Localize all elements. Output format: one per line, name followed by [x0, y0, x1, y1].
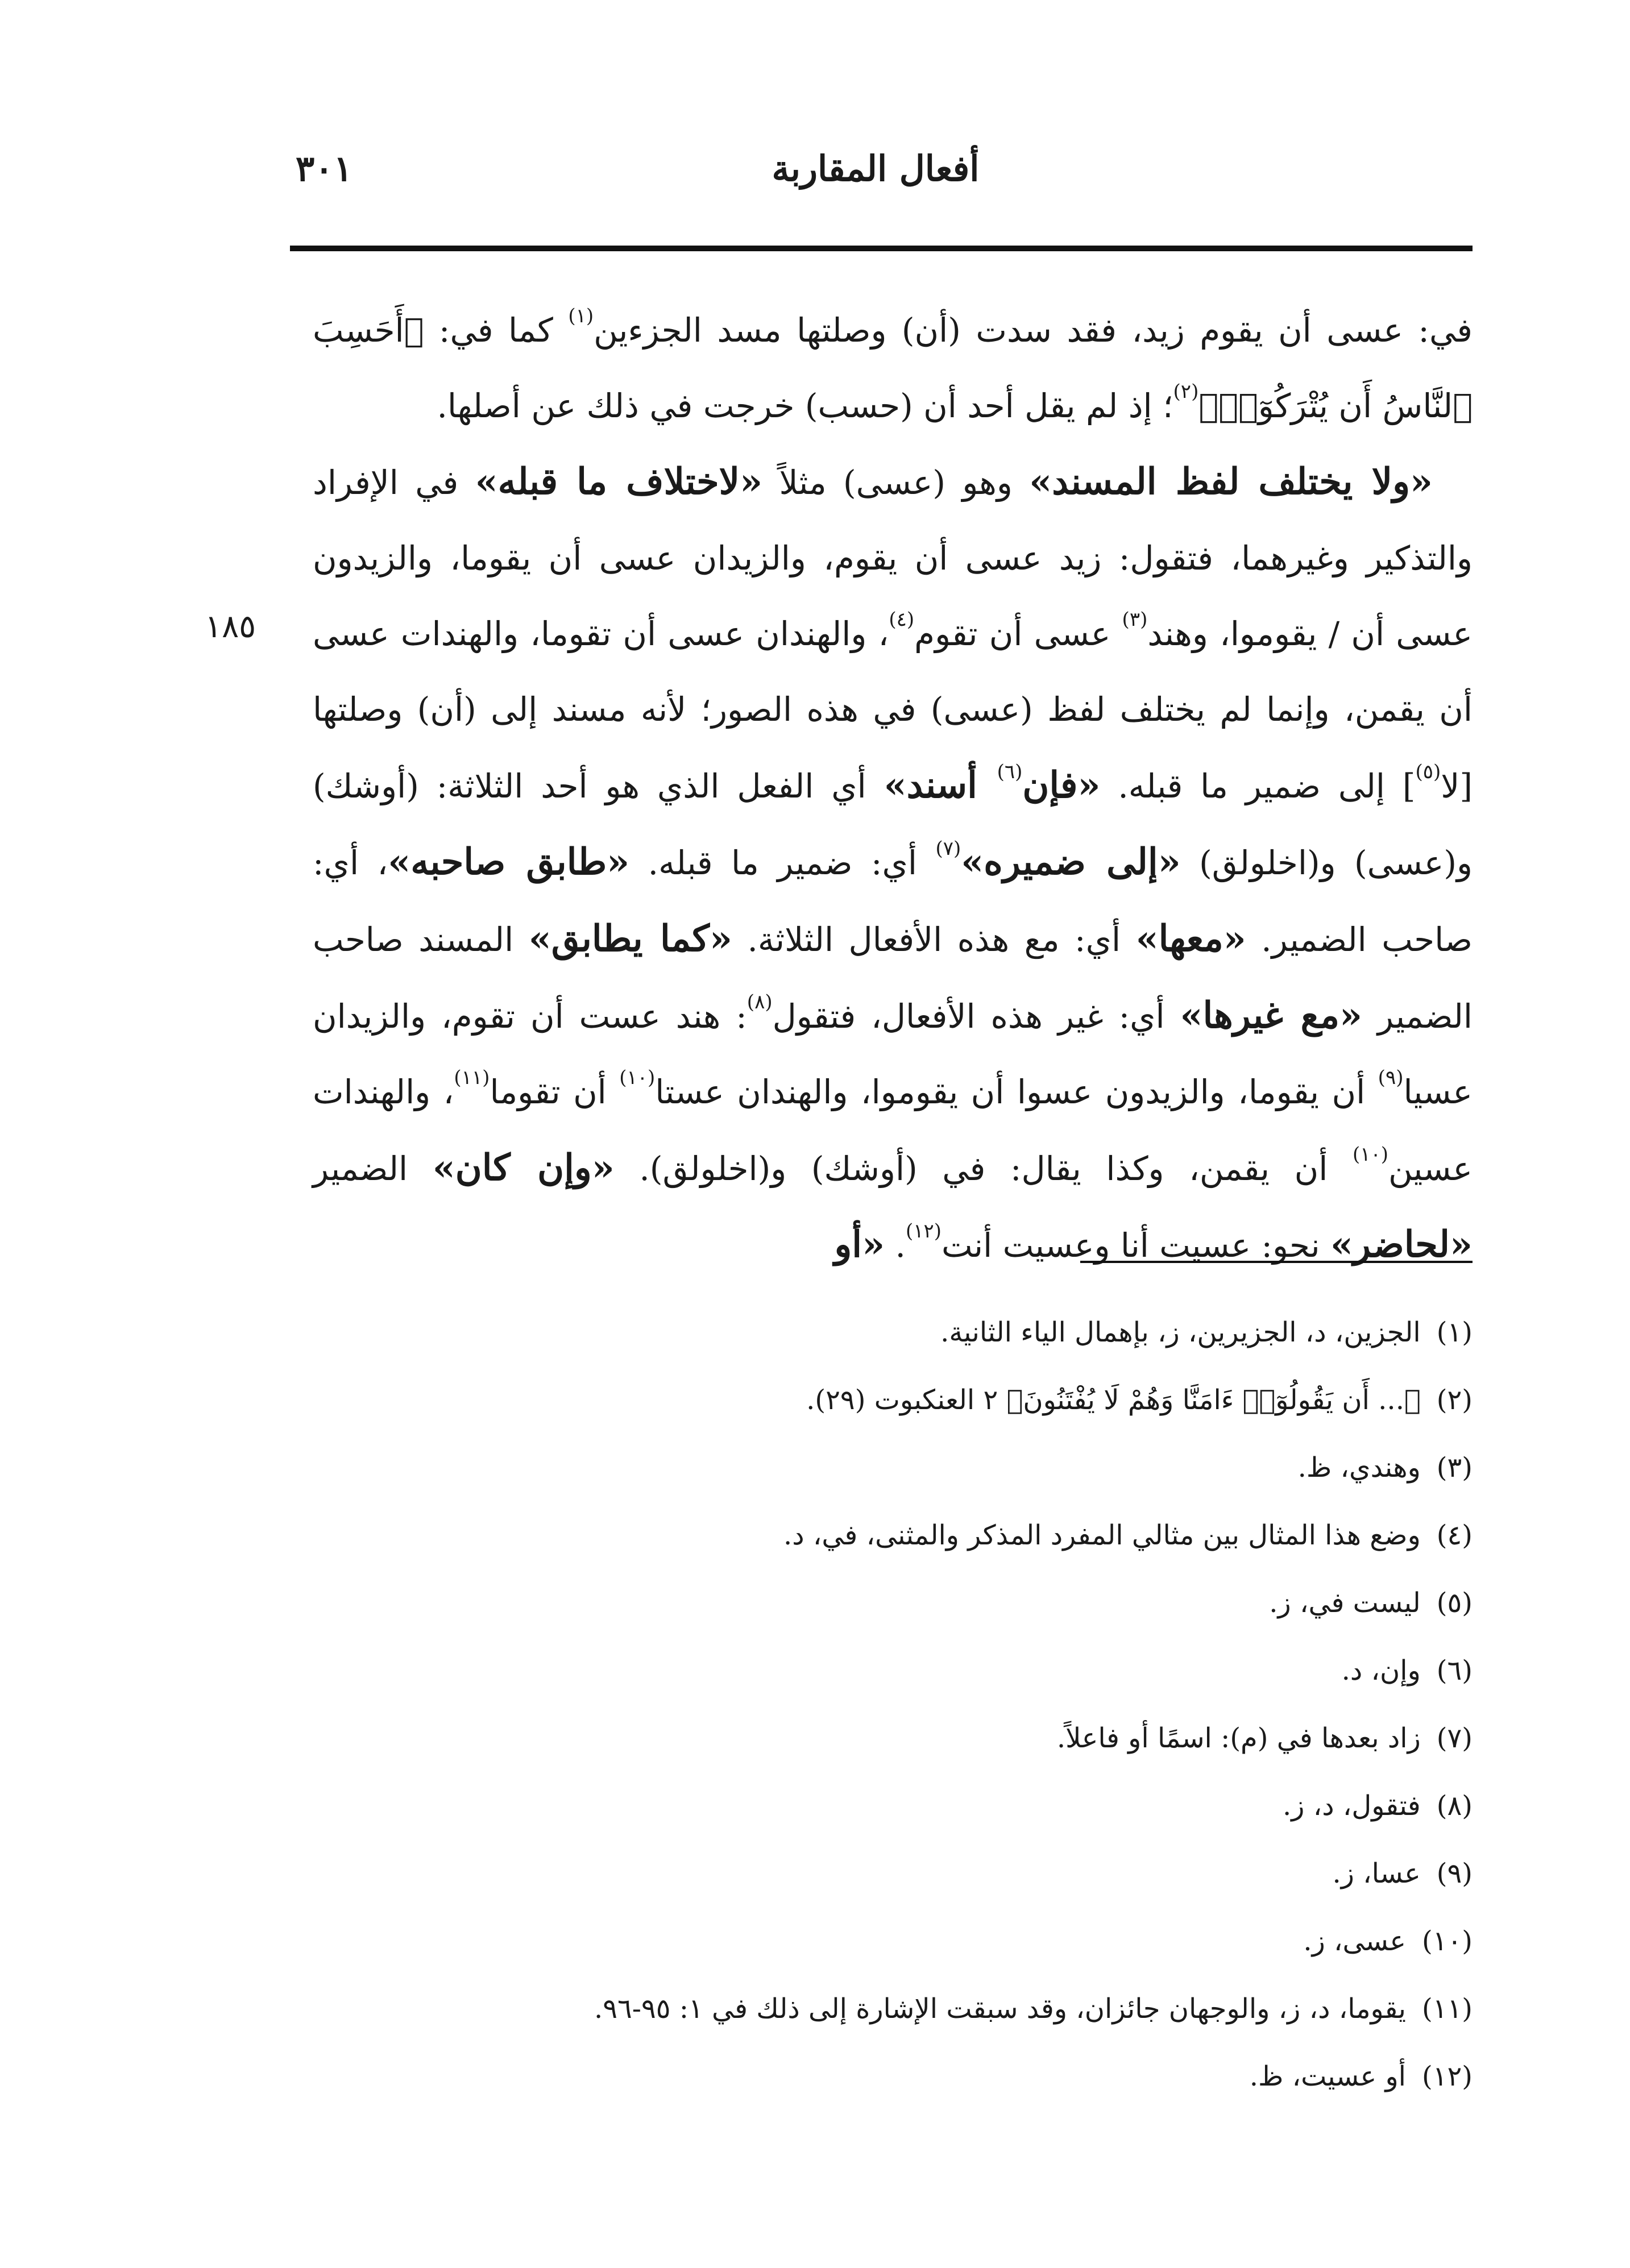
matn-quote: «لاختلاف ما قبله»: [475, 460, 763, 503]
footnote-number: (٨): [1436, 1790, 1473, 1822]
footnote-ref: (٨): [746, 991, 773, 1013]
footnote-number: (٩): [1436, 1858, 1473, 1889]
footnote-text: ليست في، ز.: [1269, 1587, 1421, 1619]
matn-quote: «مع غيرها»: [1180, 994, 1362, 1037]
page-number: ٣٠١: [296, 148, 352, 189]
footnote-ref: (١): [568, 305, 594, 327]
footnote-number: (٥): [1436, 1587, 1473, 1619]
footnote-ref: (٥): [1415, 761, 1441, 783]
footnote-ref: (١٠): [1352, 1143, 1388, 1166]
footnote-number: (١٠): [1421, 1925, 1473, 1957]
matn-quote: «وإن كان»: [432, 1147, 615, 1189]
footnote-number: (١١): [1421, 1993, 1473, 2025]
footnote: [370, 1299, 1473, 1366]
footnote-number: (٤): [1436, 1519, 1473, 1551]
matn-quote: «لحاضر»: [1330, 1223, 1473, 1266]
footnote: [370, 1569, 1473, 1637]
footnote: [370, 2043, 1473, 2111]
footnote-ref: (٧): [935, 837, 961, 860]
footnote-text: وضع هذا المثال بين مثالي المفرد المذكر والمثنى، في، د.: [783, 1519, 1421, 1551]
main-text: [313, 293, 1473, 1283]
footnote-number: (٣): [1436, 1452, 1473, 1484]
margin-page-reference: ١٨٥: [205, 608, 256, 645]
footnote-ref: (٣): [1122, 608, 1148, 631]
footnote: [370, 1772, 1473, 1840]
footnote: [370, 1502, 1473, 1569]
paragraph-2: «ولا يختلف لفظ المسند» وهو (عسى) مثلاً «لاختلاف ما قبله» في الإفراد والتذكير وغيرهما، فتقول: زيد عسى أن يقوم، والزيدان عسى أن يقوما، والزيدون عسى أن / يقوموا، وهند$^{(٣)}$ عسى أن تقوم$^{(٤)}$، والهندان عسى أن تقوما، والهندات عسى أن يقمن، وإنما لم يختلف لفظ (عسى) في هذه الصور؛ لأنه مسند إلى (أن) وصلتها [لا$^{(٥)}$] إلى ضمير ما قبله. «فإن$^{(٦)}$ أسند» أي الفعل الذي هو أحد الثلاثة: (أوشك) و(عسى) و(اخلولق) «إلى ضميره»$^{(٧)}$ أي: ضمير ما قبله. «طابق صاحبه»، أي: صاحب الضمير. «معها» أي: مع هذه الأفعال الثلاثة. «كما يطابق» المسند صاحب الضمير «مع غيرها» أي: غير هذه الأفعال، فتقول$^{(٨)}$: هند عست أن تقوم، والزيدان عسيا$^{(٩)}$ أن يقوما، والزيدون عسوا أن يقوموا، والهندان عستا$^{(١٠)}$ أن تقوما$^{(١١)}$، والهندات عسين$^{(١٠)}$ أن يقمن، وكذا يقال: في (أوشك) و(اخلولق). «وإن كان» الضمير «لحاضر» نحو: عسيت أنا وعسيت أنت$^{(١٢)}$. «أو: [313, 460, 1473, 1266]
footnote-rule: [1080, 1261, 1473, 1263]
matn-quote: «إلى ضميره»: [961, 841, 1181, 883]
footnote-number: (٦): [1436, 1655, 1473, 1687]
footnote: [370, 1975, 1473, 2043]
footnote-text: عسى، ز.: [1303, 1925, 1406, 1957]
matn-quote: أسند»: [884, 764, 997, 807]
footnote: [370, 1637, 1473, 1705]
matn-quote: «أو: [834, 1223, 885, 1266]
footnote-number: (١٢): [1421, 2061, 1473, 2092]
footnote-number: (٢): [1436, 1384, 1473, 1416]
matn-quote: «طابق صاحبه»: [388, 841, 630, 883]
footnote: [370, 1434, 1473, 1502]
footnote-text: وإن، د.: [1341, 1655, 1421, 1687]
footnote-number: (٧): [1436, 1722, 1473, 1754]
footnote-ref: (١١): [454, 1066, 490, 1089]
matn-quote: «فإن: [1022, 764, 1101, 807]
matn-quote: «ولا يختلف لفظ المسند»: [1029, 460, 1433, 503]
footnote-ref: (١٢): [905, 1220, 941, 1243]
footnote: [370, 1705, 1473, 1772]
footnote: [370, 1366, 1473, 1434]
footnote-ref: (٤): [889, 608, 915, 631]
footnote-ref: (١٠): [619, 1066, 656, 1089]
matn-quote: «كما يطابق»: [528, 917, 732, 960]
footnote-text: ﴿... أَن يَقُولُوٓا۟ ءَامَنَّا وَهُمْ لَا يُفْتَنُونَ﴾ ٢ العنكبوت (٢٩).: [806, 1384, 1421, 1416]
footnote: [370, 1840, 1473, 1908]
footnote-ref: (٢): [1173, 380, 1199, 403]
footnote: [370, 1908, 1473, 1975]
matn-quote: «معها»: [1135, 917, 1246, 960]
footnote-text: يقوما، د، ز، والوجهان جائزان، وقد سبقت الإشارة إلى ذلك في ١: ٩٥-٩٦.: [594, 1993, 1406, 2025]
footnote-ref: (٩): [1378, 1066, 1404, 1089]
paragraph-1: في: عسى أن يقوم زيد، فقد سدت (أن) وصلتها مسد الجزءين$^{(١)}$ كما في: ﴿أَحَسِبَ ٱلنَّاسُ أَن يُتْرَكُوٓا۟﴾$^{(٢)}$؛ إذ لم يقل أحد أن (حسب) خرجت في ذلك عن أصلها.: [313, 305, 1473, 425]
page-header: [279, 142, 1473, 210]
footnote-ref: (٦): [997, 761, 1023, 783]
footnote-text: فتقول، د، ز.: [1283, 1790, 1421, 1822]
footnote-text: عسا، ز.: [1332, 1858, 1421, 1889]
footnote-text: الجزين، د، الجزيرين، ز، بإهمال الياء الثانية.: [940, 1316, 1421, 1348]
footnotes-list: [370, 1299, 1473, 2111]
header-rule: [290, 246, 1473, 251]
footnote-text: وهندي، ظ.: [1297, 1452, 1421, 1484]
footnote-number: (١): [1436, 1316, 1473, 1348]
running-title: أفعال المقاربة: [772, 148, 980, 189]
footnote-text: أو عسيت، ظ.: [1249, 2061, 1406, 2092]
footnote-text: زاد بعدها في (م): اسمًا أو فاعلاً.: [1056, 1722, 1421, 1754]
